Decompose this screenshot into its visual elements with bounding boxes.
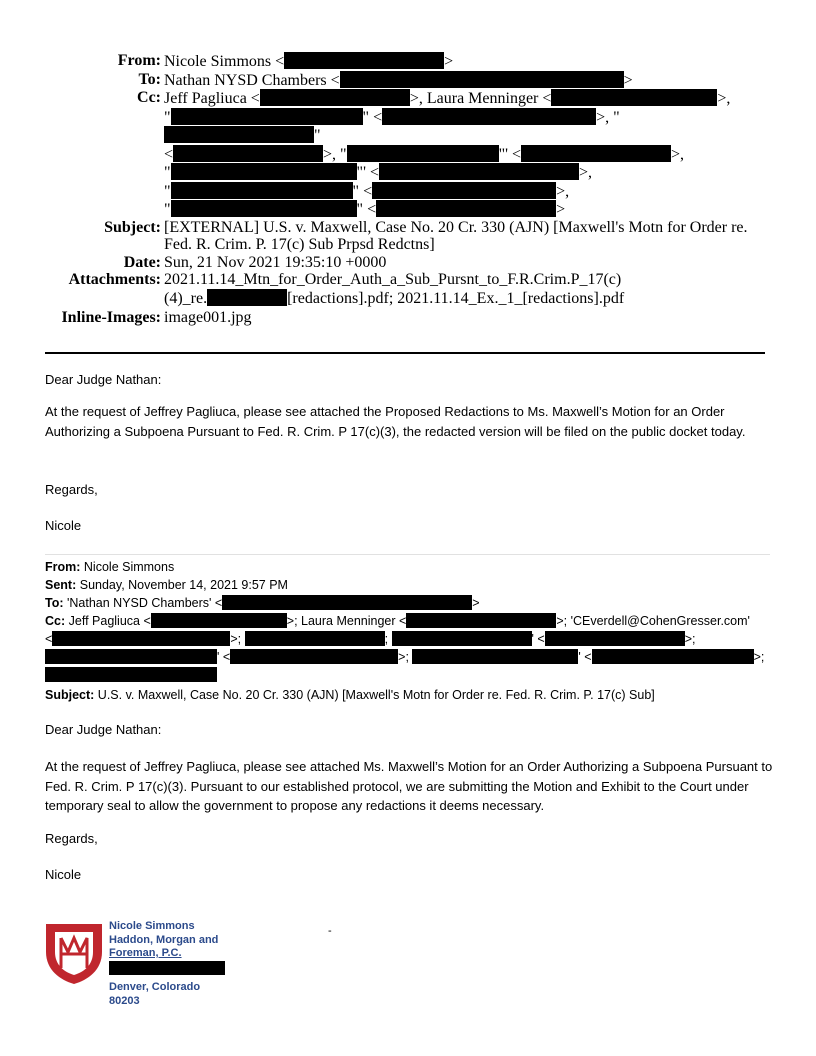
attachments-value[interactable] [164,271,634,307]
inline-images-value[interactable]: image001.jpg [164,309,252,326]
redaction [379,163,579,180]
fwd-to-label: To: [45,596,64,610]
redaction [376,200,556,217]
redaction [230,649,398,664]
fwd-cc-name-1: Jeff Pagliuca [68,614,140,628]
to-label: To: [138,70,161,88]
message-divider [45,554,770,555]
fwd-subject-label: Subject: [45,688,95,702]
subject-value: [EXTERNAL] U.S. v. Maxwell, Case No. 20 Cr. 330 (AJN) [Maxwell's Motn for Order re. Fed. R. Crim. P. 17(c) Sub Prpsd Redctns] [164,218,748,253]
redaction [521,145,671,162]
redaction [171,200,357,217]
attachment-name-part-2[interactable]: [redactions].pdf; 2021.11.14_Ex._1_[redactions].pdf [287,289,625,307]
subject-row [0,219,816,254]
cc-label: Cc: [137,89,161,106]
redaction [45,667,217,682]
redaction [171,108,363,125]
redaction [171,163,357,180]
signature-firm-2: Foreman, P.C. [109,947,182,959]
fwd-message-body: At the request of Jeffrey Pagliuca, please see attached Ms. Maxwell’s Motion for an Order Authorizing a Subpoena Pursuant to Fed. R. Crim. P 17(c)(3). Pursuant to our established protocol, we are submitting the Motion and Exhibit to the Court under temporary seal to allow the government to propose any redactions it deems necessary. [45,759,773,813]
fwd-sent-value: Sunday, November 14, 2021 9:57 PM [79,578,288,592]
signature-name: Nicole Simmons [109,920,195,932]
redaction [347,145,499,162]
date-row [0,254,816,272]
redaction [260,89,410,106]
cc-name-1: Jeff Pagliuca [164,90,247,107]
redaction [545,631,685,646]
redaction [245,631,385,646]
to-row: To: Nathan NYSD Chambers < > [138,70,633,89]
email-header [0,52,816,327]
from-value: Nicole Simmons [164,53,272,70]
fwd-cc-email[interactable]: 'CEverdell@CohenGresser.com' [570,614,750,628]
redaction [164,126,314,143]
date-value: Sun, 21 Nov 2021 19:35:10 +0000 [164,253,387,271]
redaction [340,71,624,88]
header-divider [45,352,765,354]
redaction [284,52,444,69]
signature-block [109,920,225,1008]
redaction [173,145,323,162]
from-row: From: Nicole Simmons < > [117,52,454,70]
redaction [45,649,217,664]
stray-dash: - [328,925,332,937]
redaction [551,89,717,106]
to-value: Nathan NYSD Chambers [164,71,327,89]
redaction [392,631,532,646]
redaction [207,289,287,306]
redaction [372,182,556,199]
redaction [412,649,578,664]
redaction [406,613,556,628]
attachment-name-part-1[interactable]: 2021.11.14_Mtn_for_Order_Auth_a_Sub_Pursnt_to_F.R.Crim.P_17(c)(4)_re. [164,271,622,307]
date-label: Date: [123,253,161,271]
firm-logo [42,918,106,986]
fwd-cc-label: Cc: [45,614,66,628]
fwd-to-value: 'Nathan NYSD Chambers' [67,596,212,610]
signature-city: Denver, Colorado [109,981,201,993]
from-label: From: [117,52,161,69]
fwd-regards: Regards, [45,831,98,846]
attachments-label: Attachments: [68,271,161,288]
cc-row [0,89,816,219]
signature-firm-1: Haddon, Morgan and [109,933,219,946]
fwd-greeting: Dear Judge Nathan: [45,722,162,737]
forwarded-header: From: Nicole Simmons Sent: Sunday, November 14, 2021 9:57 PM To: 'Nathan NYSD Chambers' < > Cc: Jeff Pagliuca < >; Laura Menninger < >; 'CEverdell@CohenGresser.com' < >; ; ' < >; ' < >; ' < >; Subject: U.S. v. Maxwell, Case No. 20 Cr. 330 (AJN) [Maxwell's Motn for Order re. Fed. R. Crim. P. 17(c) Sub] [45,560,765,702]
attachments-row [0,271,816,307]
fwd-subject-value: U.S. v. Maxwell, Case No. 20 Cr. 330 (AJN) [Maxwell's Motn for Order re. Fed. R. Crim. P. 17(c) Sub] [97,688,655,702]
fwd-from-value: Nicole Simmons [83,560,175,574]
redaction [592,649,754,664]
redaction [382,108,596,125]
redaction [52,631,230,646]
fwd-sent-label: Sent: [45,578,77,592]
regards: Regards, [45,482,98,497]
signoff: Nicole [45,518,82,533]
redaction [151,613,287,628]
signature-zip: 80203 [109,994,140,1007]
inline-images-row [0,309,816,327]
cc-value: Jeff Pagliuca < >, Laura Menninger < >, " " < >, "" < >, " "' < >, " "' < >, " " < >, " " < > [164,90,731,218]
inline-images-label: Inline-Images: [61,309,161,326]
redaction [109,961,225,975]
fwd-cc-name-2: Laura Menninger [301,614,396,628]
redaction [171,182,353,199]
redaction [222,595,472,610]
subject-label: Subject: [104,218,161,236]
greeting: Dear Judge Nathan: [45,372,162,387]
message-body: At the request of Jeffrey Pagliuca, please see attached the Proposed Redactions to Ms. Maxwell’s Motion for an Order Authorizing a Subpoena Pursuant to Fed. R. Crim. P 17(c)(3), the redacted version will be filed on the public docket today. [45,404,746,439]
fwd-from-label: From: [45,560,81,574]
fwd-signoff: Nicole [45,867,82,882]
cc-name-2: Laura Menninger [426,90,539,107]
